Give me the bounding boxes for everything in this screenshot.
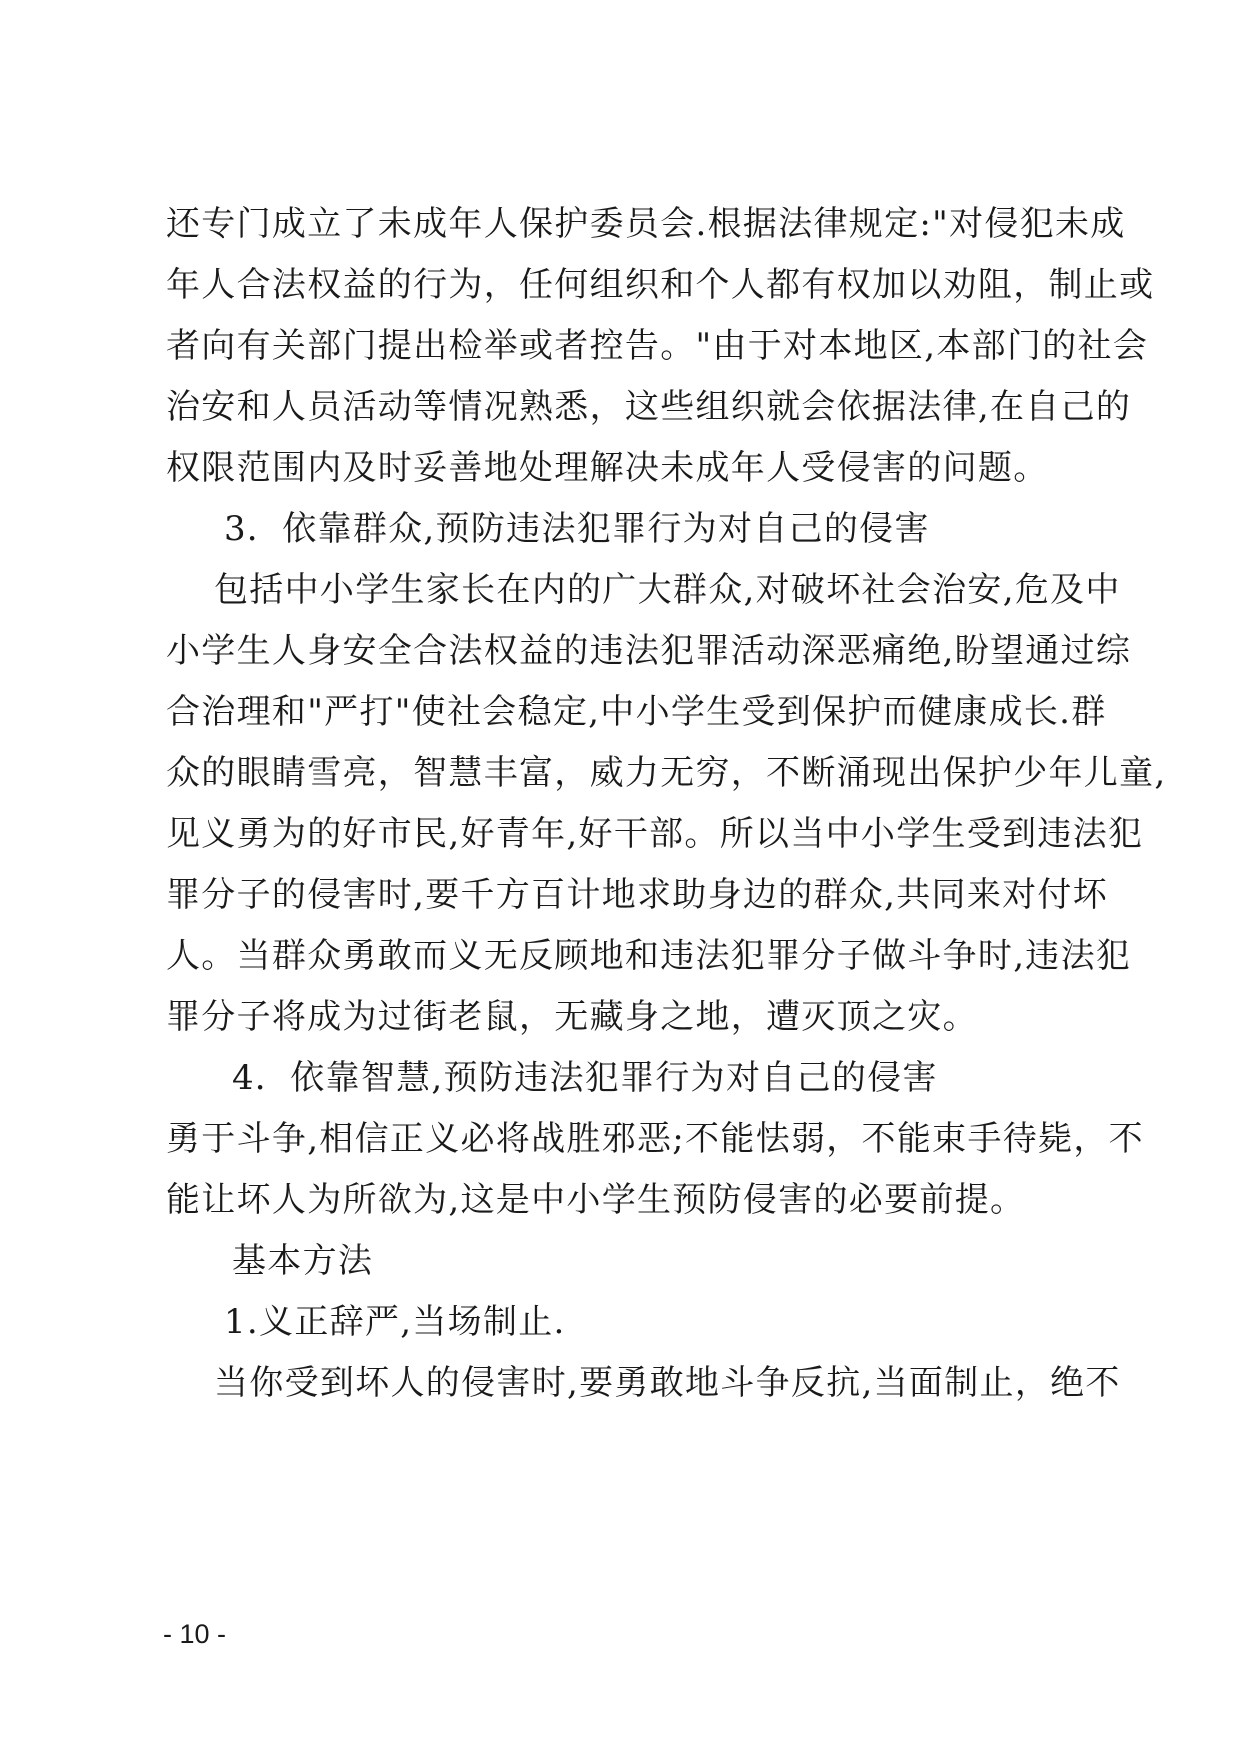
text-line: 还专门成立了未成年人保护委员会.根据法律规定:"对侵犯未成 [166,204,1126,244]
subsection-heading: 1.义正辞严,当场制止. [224,1302,566,1342]
page-number: - 10 - [163,1619,227,1649]
text-line: 合治理和"严打"使社会稳定,中小学生受到保护而健康成长.群 [166,692,1107,732]
text-line: 小学生人身安全合法权益的违法犯罪活动深恶痛绝,盼望通过综 [166,631,1132,671]
text-line: 权限范围内及时妥善地处理解决未成年人受侵害的问题。 [166,448,1049,488]
text-line: 人。当群众勇敢而义无反顾地和违法犯罪分子做斗争时,违法犯 [166,936,1132,976]
text-line: 治安和人员活动等情况熟悉，这些组织就会依据法律,在自己的 [166,387,1132,427]
section-heading: 基本方法 [232,1241,374,1281]
text-line: 当你受到坏人的侵害时,要勇敢地斗争反抗,当面制止，绝不 [214,1363,1121,1403]
text-line: 众的眼睛雪亮，智慧丰富，威力无穷，不断涌现出保护少年儿童, [166,753,1167,793]
text-line: 包括中小学生家长在内的广大群众,对破坏社会治安,危及中 [214,570,1121,610]
text-line: 罪分子将成为过街老鼠，无藏身之地，遭灭顶之灾。 [166,997,978,1037]
text-line: 年人合法权益的行为，任何组织和个人都有权加以劝阻，制止或 [166,265,1155,305]
section-heading: 4．依靠智慧,预防违法犯罪行为对自己的侵害 [232,1058,938,1098]
text-line: 者向有关部门提出检举或者控告。"由于对本地区,本部门的社会 [166,326,1149,366]
text-line: 勇于斗争,相信正义必将战胜邪恶;不能怯弱，不能束手待毙，不 [166,1119,1144,1159]
text-line: 能让坏人为所欲为,这是中小学生预防侵害的必要前提。 [166,1180,1026,1220]
text-line: 罪分子的侵害时,要千方百计地求助身边的群众,共同来对付坏 [166,875,1109,915]
section-heading: 3．依靠群众,预防违法犯罪行为对自己的侵害 [224,509,930,549]
text-line: 见义勇为的好市民,好青年,好干部。所以当中小学生受到违法犯 [166,814,1144,854]
